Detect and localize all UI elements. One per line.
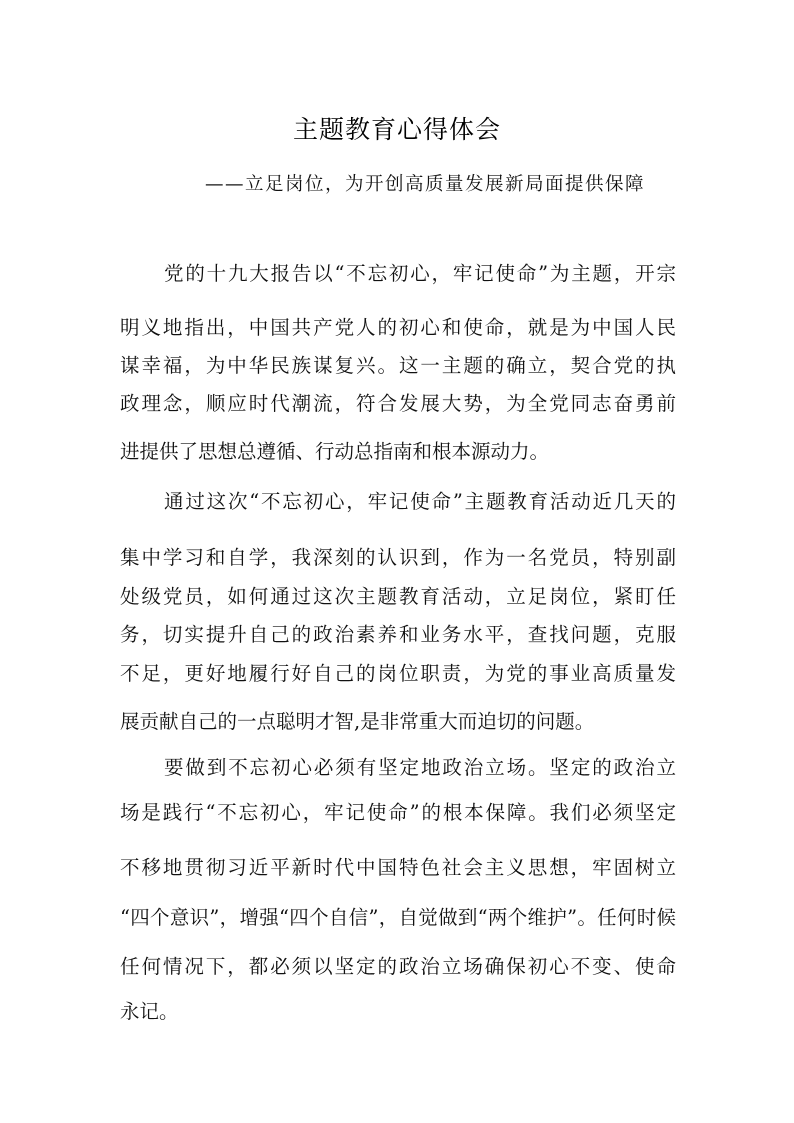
paragraph-2-line-4: 务，切实提升自己的政治素养和业务水平，查找问题，克服 xyxy=(120,623,676,646)
document-title: 主题教育心得体会 xyxy=(292,115,501,144)
paragraph-1-line-3: 谋幸福，为中华民族谋复兴。这一主题的确立，契合党的执 xyxy=(120,354,676,377)
paragraph-3-line-5: 任何情况下，都必须以坚定的政治立场确保初心不变、使命 xyxy=(120,955,676,978)
paragraph-2-line-1: 通过这次“不忘初心，牢记使命”主题教育活动近几天的 xyxy=(164,490,676,513)
paragraph-1-line-1: 党的十九大报告以“不忘初心，牢记使命”为主题，开宗 xyxy=(164,262,676,285)
paragraph-2-line-3: 处级党员，如何通过这次主题教育活动，立足岗位，紧盯任 xyxy=(120,585,676,608)
paragraph-1-line-2: 明义地指出，中国共产党人的初心和使命，就是为中国人民 xyxy=(120,316,676,339)
paragraph-3-line-3: 不移地贯彻习近平新时代中国特色社会主义思想，牢固树立 xyxy=(120,856,676,879)
paragraph-3-line-1: 要做到不忘初心必须有坚定地政治立场。坚定的政治立 xyxy=(164,756,676,779)
paragraph-3-line-4: “四个意识”，增强“四个自信”，自觉做到“两个维护”。任何时候 xyxy=(120,906,676,929)
paragraph-2-line-5: 不足，更好地履行好自己的岗位职责，为党的事业高质量发 xyxy=(120,662,676,685)
paragraph-2-line-6: 展贡献自己的一点聪明才智,是非常重大而迫切的问题。 xyxy=(120,710,595,733)
document-subtitle: ——立足岗位，为开创高质量发展新局面提供保障 xyxy=(205,174,646,195)
paragraph-3-line-2: 场是践行“不忘初心，牢记使命”的根本保障。我们必须坚定 xyxy=(120,801,676,824)
paragraph-2-line-2: 集中学习和自学，我深刻的认识到，作为一名党员，特别副 xyxy=(120,546,676,569)
paragraph-3-line-6: 永记。 xyxy=(120,1000,179,1023)
paragraph-1-line-5: 进提供了思想总遵循、行动总指南和根本源动力。 xyxy=(120,440,550,463)
paragraph-1-line-4: 政理念，顺应时代潮流，符合发展大势，为全党同志奋勇前 xyxy=(120,392,676,415)
